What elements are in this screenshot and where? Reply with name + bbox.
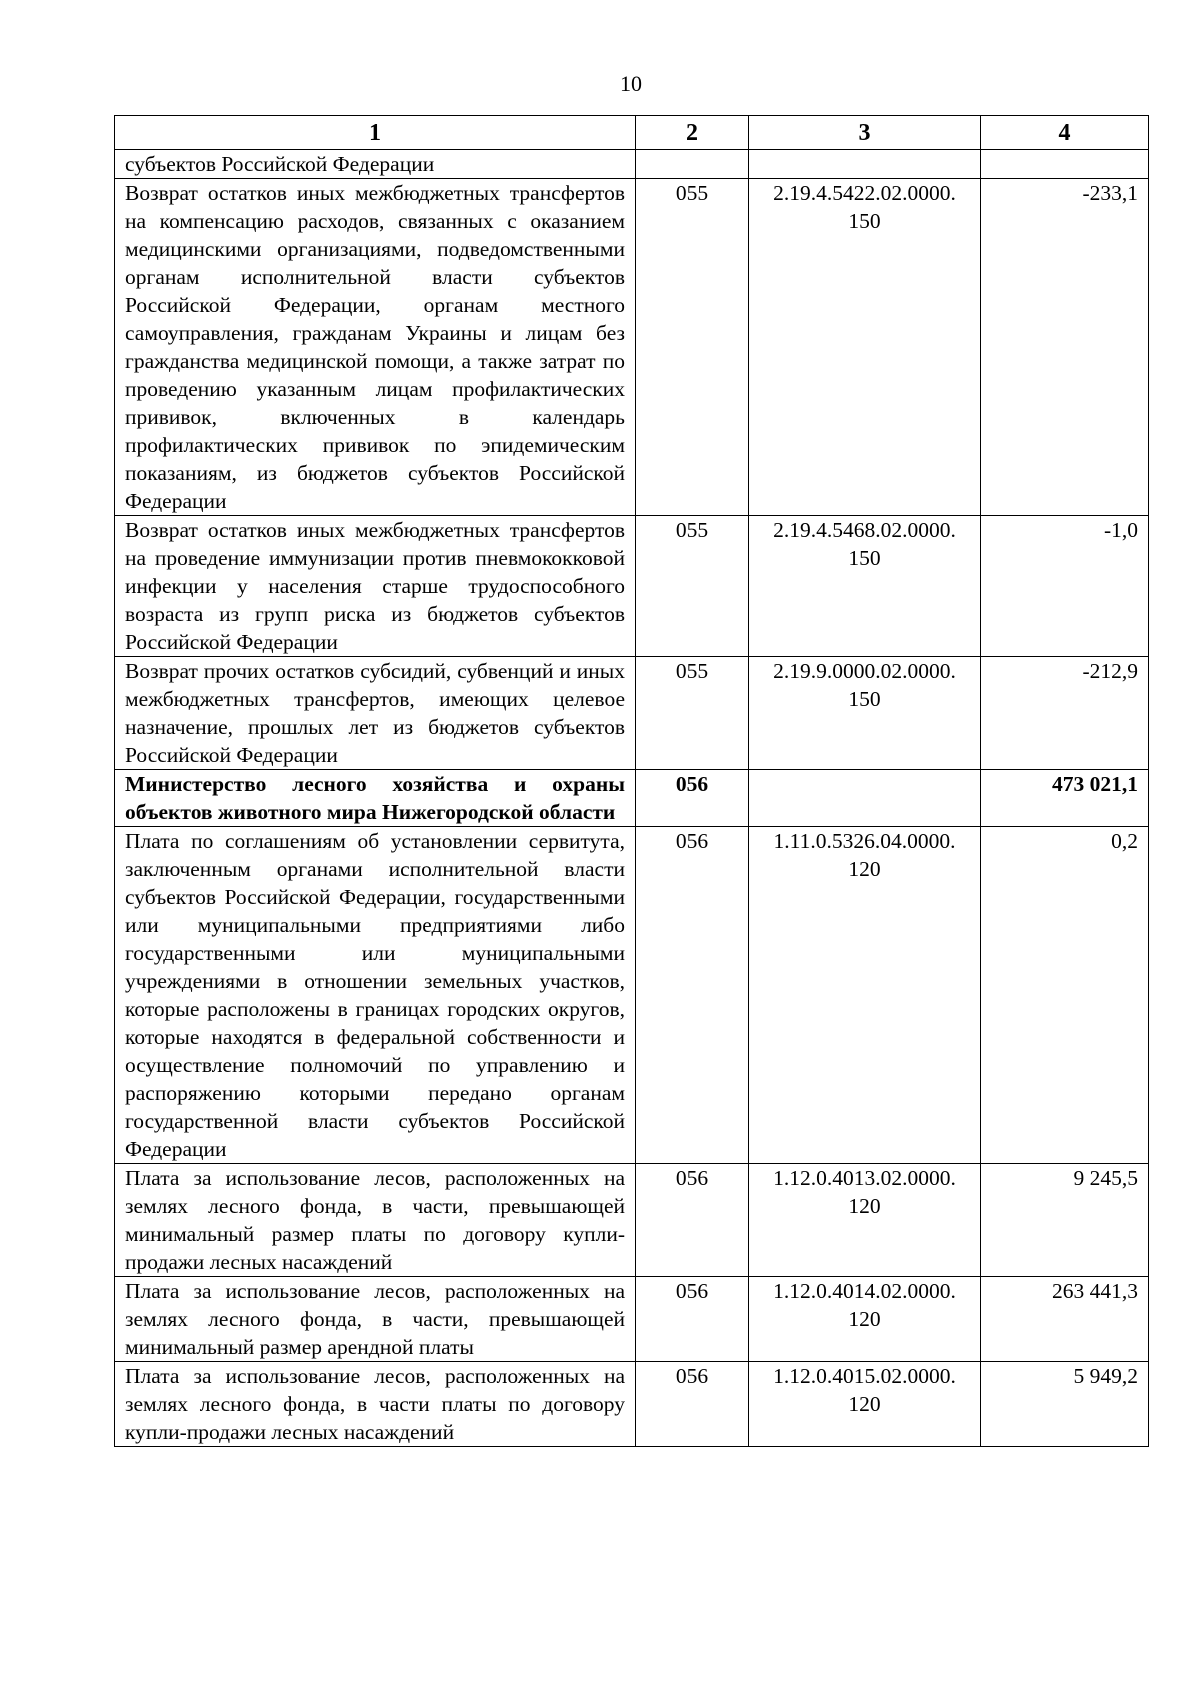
amount: -233,1	[981, 179, 1149, 516]
table-row	[115, 1164, 1149, 1277]
admin-code: 055	[636, 179, 749, 516]
amount: 263 441,3	[981, 1277, 1149, 1362]
admin-code: 055	[636, 516, 749, 657]
table-row	[115, 657, 1149, 770]
revenue-name: Плата за использование лесов, расположенных на землях лесного фонда, в части, превышающей минимальный размер платы по договору купли-продажи лесных насаждений	[115, 1164, 636, 1277]
revenue-name: Возврат прочих остатков субсидий, субвенций и иных межбюджетных трансфертов, имеющих целевое назначение, прошлых лет из бюджетов субъектов Российской Федерации	[115, 657, 636, 770]
admin-code	[636, 150, 749, 179]
amount: 9 245,5	[981, 1164, 1149, 1277]
amount	[981, 150, 1149, 179]
admin-code: 056	[636, 827, 749, 1164]
amount: 5 949,2	[981, 1362, 1149, 1447]
admin-code: 056	[636, 1362, 749, 1447]
table-row-ministry	[115, 770, 1149, 827]
table-row	[115, 516, 1149, 657]
budget-code: 1.12.0.4015.02.0000. 120	[749, 1362, 981, 1447]
budget-code: 1.12.0.4014.02.0000. 120	[749, 1277, 981, 1362]
budget-code	[749, 770, 981, 827]
table-row	[115, 150, 1149, 179]
admin-code: 055	[636, 657, 749, 770]
budget-code: 1.12.0.4013.02.0000. 120	[749, 1164, 981, 1277]
revenue-name: Возврат остатков иных межбюджетных трансфертов на проведение иммунизации против пневмококковой инфекции у населения старше трудоспособного возраста из групп риска из бюджетов субъектов Российской Федерации	[115, 516, 636, 657]
revenue-name: Плата за использование лесов, расположенных на землях лесного фонда, в части, превышающей минимальный размер арендной платы	[115, 1277, 636, 1362]
revenue-name: субъектов Российской Федерации	[115, 150, 636, 179]
budget-code: 2.19.4.5422.02.0000. 150	[749, 179, 981, 516]
header-col-2: 2	[636, 116, 749, 150]
admin-code: 056	[636, 1164, 749, 1277]
header-col-3: 3	[749, 116, 981, 150]
admin-code: 056	[636, 770, 749, 827]
revenue-name: Возврат остатков иных межбюджетных трансфертов на компенсацию расходов, связанных с оказанием медицинскими организациями, подведомственными органам исполнительной власти субъектов Российской Федерации, органам местного самоуправления, гражданам Украины и лицам без гражданства медицинской помощи, а также затрат по проведению указанным лицам профилактических прививок, включенных в календарь профилактических прививок по эпидемическим показаниям, из бюджетов субъектов Российской Федерации	[115, 179, 636, 516]
table-row	[115, 1362, 1149, 1447]
budget-code	[749, 150, 981, 179]
header-col-4: 4	[981, 116, 1149, 150]
amount: -1,0	[981, 516, 1149, 657]
table-row	[115, 179, 1149, 516]
ministry-name: Министерство лесного хозяйства и охраны объектов животного мира Нижегородской области	[115, 770, 636, 827]
revenue-name: Плата по соглашениям об установлении сервитута, заключенным органами исполнительной власти субъектов Российской Федерации, государственными или муниципальными предприятиями либо государственными или муниципальными учреждениями в отношении земельных участков, которые расположены в границах городских округов, которые находятся в федеральной собственности и осуществление полномочий по управлению и распоряжению которыми передано органам государственной власти субъектов Российской Федерации	[115, 827, 636, 1164]
table-header-row	[115, 116, 1149, 150]
budget-code: 2.19.4.5468.02.0000. 150	[749, 516, 981, 657]
table-row	[115, 1277, 1149, 1362]
amount: -212,9	[981, 657, 1149, 770]
budget-code: 2.19.9.0000.02.0000. 150	[749, 657, 981, 770]
budget-code: 1.11.0.5326.04.0000. 120	[749, 827, 981, 1164]
header-col-1: 1	[115, 116, 636, 150]
revenue-table	[114, 115, 1149, 1447]
admin-code: 056	[636, 1277, 749, 1362]
table-row	[115, 827, 1149, 1164]
amount: 0,2	[981, 827, 1149, 1164]
revenue-name: Плата за использование лесов, расположенных на землях лесного фонда, в части платы по договору купли-продажи лесных насаждений	[115, 1362, 636, 1447]
ministry-total-amount: 473 021,1	[981, 770, 1149, 827]
page-number: 10	[620, 71, 642, 96]
